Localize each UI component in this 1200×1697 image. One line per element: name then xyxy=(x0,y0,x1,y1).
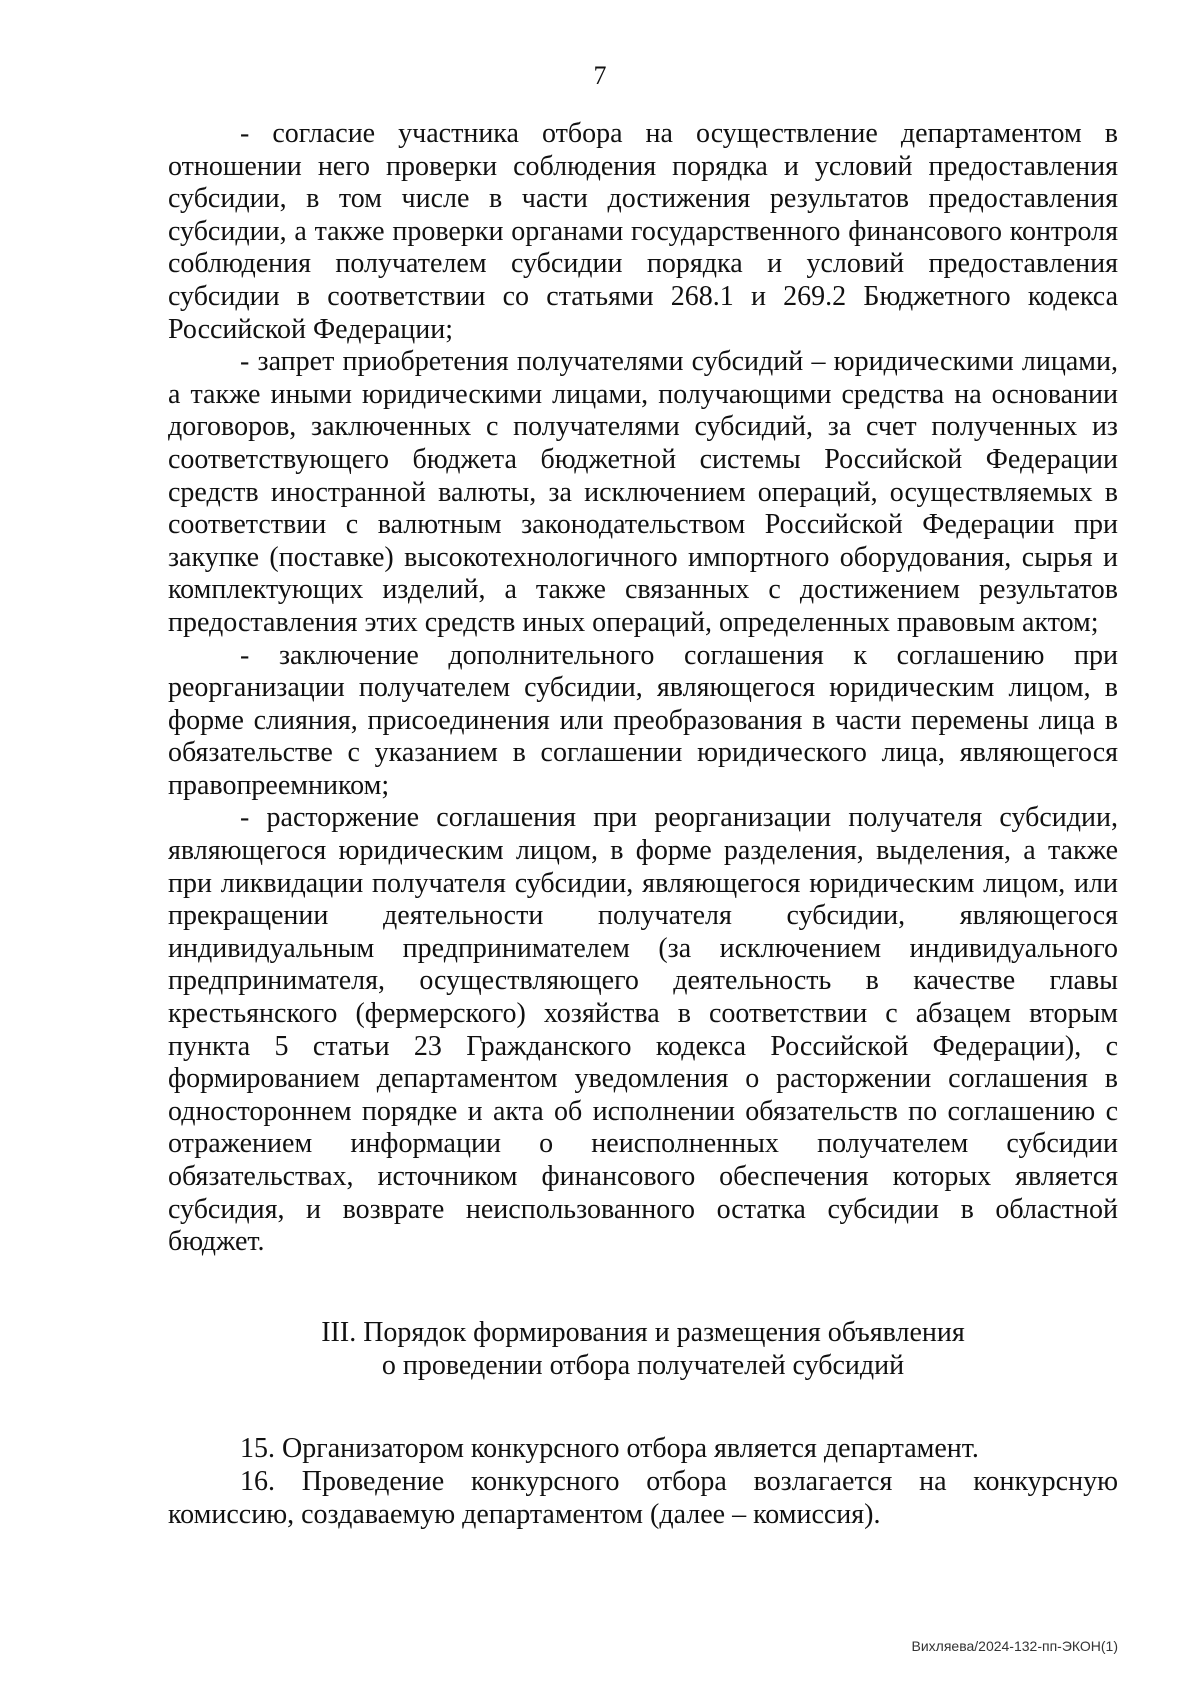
section-heading-line-2: о проведении отбора получателей субсидий xyxy=(381,1350,905,1381)
list-item-additional-agreement: - заключение дополнительного соглашения к соглашению при реорганизации получателем субсидии, являющегося юридическим лицом, в форме слияния, присоединения или преобразования в части перемены лица в обязательстве с указанием в соглашении юридического лица, являющегося правопреемником; xyxy=(168,639,1118,801)
page-number: 7 xyxy=(593,61,607,90)
clauses-block xyxy=(168,1432,1118,1531)
document-footer-code: Вихляева/2024-132-пп-ЭКОН(1) xyxy=(911,1638,1118,1654)
section-heading xyxy=(168,1316,1118,1382)
document-body xyxy=(168,118,1118,1259)
list-item-currency-ban: - запрет приобретения получателями субсидий – юридическими лицами, а также иными юридическими лицами, получающими средства на основании договоров, заключенных с получателями субсидий, за счет полученных из соответствующего бюджета бюджетной системы Российской Федерации средств иностранной валюты, за исключением операций, осуществляемых в соответствии с валютным законодательством Российской Федерации при закупке (поставке) высокотехнологичного импортного оборудования, сырья и комплектующих изделий, а также связанных с достижением результатов предоставления этих средств иных операций, определенных правовым актом; xyxy=(168,346,1118,638)
section-heading-line-1: III. Порядок формирования и размещения объявления xyxy=(321,1317,965,1348)
list-item-consent: - согласие участника отбора на осуществление департаментом в отношении него проверки соблюдения порядка и условий предоставления субсидии, в том числе в части достижения результатов предоставления субсидии, а также проверки органами государственного финансового контроля соблюдения получателем субсидии порядка и условий предоставления субсидии в соответствии со статьями 268.1 и 269.2 Бюджетного кодекса Российской Федерации; xyxy=(168,118,1118,345)
clause-15: 15. Организатором конкурсного отбора является департамент. xyxy=(240,1433,979,1464)
clause-16: 16. Проведение конкурсного отбора возлагается на конкурсную комиссию, создаваемую департаментом (далее – комиссия). xyxy=(168,1466,1118,1530)
list-item-termination: - расторжение соглашения при реорганизации получателя субсидии, являющегося юридическим лицом, в форме разделения, выделения, а также при ликвидации получателя субсидии, являющегося юридическим лицом, или прекращении деятельности получателя субсидии, являющегося индивидуальным предпринимателем (за исключением индивидуального предпринимателя, осуществляющего деятельность в качестве главы крестьянского (фермерского) хозяйства в соответствии с абзацем вторым пункта 5 статьи 23 Гражданского кодекса Российской Федерации), с формированием департаментом уведомления о расторжении соглашения в одностороннем порядке и акта об исполнении обязательств по соглашению с отражением информации о неисполненных получателем субсидии обязательствах, источником финансового обеспечения которых является субсидия, и возврате неиспользованного остатка субсидии в областной бюджет. xyxy=(168,802,1118,1258)
